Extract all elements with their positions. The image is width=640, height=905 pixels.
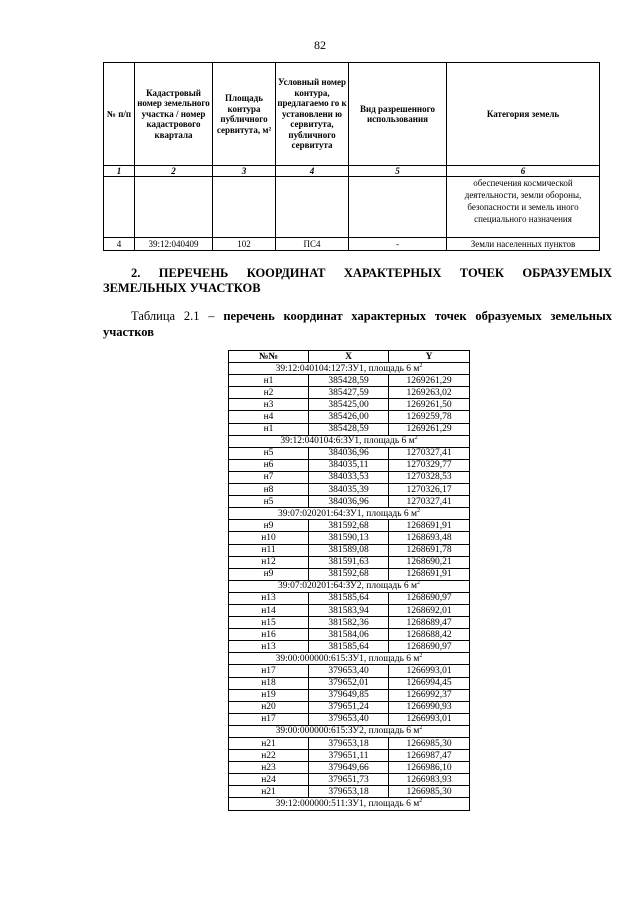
table-row bbox=[229, 532, 470, 544]
table-caption-title-line2: участков bbox=[103, 325, 154, 339]
column-number: 4 bbox=[276, 166, 349, 177]
point-name-cell: н19 bbox=[229, 689, 309, 701]
table-cell bbox=[104, 177, 135, 238]
parcel-title: 39:00:000000:615:ЗУ2, площадь 6 $м^2$ bbox=[229, 725, 470, 737]
table-row bbox=[229, 471, 470, 483]
table-row bbox=[229, 689, 470, 701]
page-number: 82 bbox=[314, 38, 326, 52]
parcel-title: 39:12:040104:6:ЗУ1, площадь 6 $м^2$ bbox=[229, 435, 470, 447]
parcel-group-row bbox=[229, 725, 470, 737]
x-coordinate-cell: 379649,66 bbox=[309, 762, 389, 774]
y-coordinate-cell: 1270327,41 bbox=[389, 496, 470, 508]
section-heading-line1: 2. ПЕРЕЧЕНЬ КООРДИНАТ ХАРАКТЕРНЫХ ТОЧЕК ОБРАЗУЕМЫХ bbox=[131, 266, 612, 280]
y-coordinate-cell: 1266985,30 bbox=[389, 738, 470, 750]
table-row bbox=[229, 411, 470, 423]
table-row bbox=[229, 641, 470, 653]
x-coordinate-cell: 379651,11 bbox=[309, 750, 389, 762]
x-coordinate-cell: 384036,96 bbox=[309, 496, 389, 508]
land-category-cell: Земли населенных пунктов bbox=[447, 238, 600, 251]
y-coordinate-cell: 1268691,78 bbox=[389, 544, 470, 556]
table-row bbox=[229, 677, 470, 689]
table-row bbox=[229, 750, 470, 762]
table-row bbox=[229, 762, 470, 774]
table-row bbox=[229, 604, 470, 616]
land-category-cell: обеспечения космической деятельности, земли обороны, безопасности и земель иного специального назначения bbox=[447, 177, 600, 238]
y-coordinate-cell: 1268690,21 bbox=[389, 556, 470, 568]
section-heading-line2: ЗЕМЕЛЬНЫХ УЧАСТКОВ bbox=[103, 281, 261, 295]
column-number: 2 bbox=[135, 166, 213, 177]
table-row bbox=[104, 238, 600, 251]
x-coordinate-cell: 385426,00 bbox=[309, 411, 389, 423]
x-coordinate-cell: 385428,59 bbox=[309, 423, 389, 435]
header-area: Площадь контура публичного сервитута, м² bbox=[213, 63, 276, 166]
parcel-title: 39:12:040104:127:ЗУ1, площадь 6 $м^2$ bbox=[229, 363, 470, 375]
x-coordinate-cell: 379653,40 bbox=[309, 713, 389, 725]
y-coordinate-cell: 1266994,45 bbox=[389, 677, 470, 689]
header-contour-number: Условный номер контура, предлагаемо го к установлени ю сервитута, публичного сервитута bbox=[276, 63, 349, 166]
y-coordinate-cell: 1266993,01 bbox=[389, 665, 470, 677]
y-coordinate-cell: 1270327,41 bbox=[389, 447, 470, 459]
parcel-title: 39:12:000000:511:ЗУ1, площадь 6 $м^2$ bbox=[229, 798, 470, 810]
table-row bbox=[229, 484, 470, 496]
point-name-cell: н1 bbox=[229, 423, 309, 435]
table-row bbox=[229, 665, 470, 677]
parcel-title: 39:07:020201:64:ЗУ2, площадь 6 $м^2$ bbox=[229, 580, 470, 592]
parcel-group-row bbox=[229, 508, 470, 520]
y-coordinate-cell: 1268688,42 bbox=[389, 629, 470, 641]
x-coordinate-cell: 379653,18 bbox=[309, 786, 389, 798]
header-y: Y bbox=[389, 351, 470, 363]
row-number-cell: 4 bbox=[104, 238, 135, 251]
table-row bbox=[229, 786, 470, 798]
y-coordinate-cell: 1266985,30 bbox=[389, 786, 470, 798]
table-caption-title: перечень координат характерных точек образуемых земельных bbox=[223, 309, 612, 323]
area-cell: 102 bbox=[213, 238, 276, 251]
x-coordinate-cell: 381585,64 bbox=[309, 592, 389, 604]
point-name-cell: н21 bbox=[229, 786, 309, 798]
table-row bbox=[229, 568, 470, 580]
table-row bbox=[229, 375, 470, 387]
point-name-cell: н12 bbox=[229, 556, 309, 568]
point-name-cell: н10 bbox=[229, 532, 309, 544]
x-coordinate-cell: 384035,39 bbox=[309, 484, 389, 496]
parcel-group-row bbox=[229, 653, 470, 665]
point-name-cell: н17 bbox=[229, 665, 309, 677]
column-number: 3 bbox=[213, 166, 276, 177]
y-coordinate-cell: 1268691,91 bbox=[389, 520, 470, 532]
y-coordinate-cell: 1266983,93 bbox=[389, 774, 470, 786]
table-row bbox=[229, 629, 470, 641]
x-coordinate-cell: 385428,59 bbox=[309, 375, 389, 387]
table-cell bbox=[349, 177, 447, 238]
table-row bbox=[229, 592, 470, 604]
y-coordinate-cell: 1266992,37 bbox=[389, 689, 470, 701]
parcel-group-row bbox=[229, 798, 470, 810]
y-coordinate-cell: 1269261,50 bbox=[389, 399, 470, 411]
y-coordinate-cell: 1266986,10 bbox=[389, 762, 470, 774]
point-name-cell: н23 bbox=[229, 762, 309, 774]
point-name-cell: н22 bbox=[229, 750, 309, 762]
coordinates-table-header bbox=[229, 351, 470, 363]
header-permitted-use: Вид разрешенного использования bbox=[349, 63, 447, 166]
point-name-cell: н20 bbox=[229, 701, 309, 713]
table-caption bbox=[103, 308, 612, 340]
table-cell bbox=[213, 177, 276, 238]
table-row bbox=[229, 423, 470, 435]
x-coordinate-cell: 379649,85 bbox=[309, 689, 389, 701]
y-coordinate-cell: 1269263,02 bbox=[389, 387, 470, 399]
table-cell bbox=[135, 177, 213, 238]
y-coordinate-cell: 1269259,78 bbox=[389, 411, 470, 423]
point-name-cell: н21 bbox=[229, 738, 309, 750]
x-coordinate-cell: 379653,40 bbox=[309, 665, 389, 677]
point-name-cell: н18 bbox=[229, 677, 309, 689]
column-number: 1 bbox=[104, 166, 135, 177]
x-coordinate-cell: 381589,08 bbox=[309, 544, 389, 556]
x-coordinate-cell: 381592,68 bbox=[309, 568, 389, 580]
column-number: 6 bbox=[447, 166, 600, 177]
parcel-group-row bbox=[229, 363, 470, 375]
x-coordinate-cell: 381590,13 bbox=[309, 532, 389, 544]
point-name-cell: н17 bbox=[229, 713, 309, 725]
table-row bbox=[229, 774, 470, 786]
x-coordinate-cell: 379651,73 bbox=[309, 774, 389, 786]
parcel-group-row bbox=[229, 435, 470, 447]
y-coordinate-cell: 1268693,48 bbox=[389, 532, 470, 544]
point-name-cell: н5 bbox=[229, 496, 309, 508]
x-coordinate-cell: 379651,24 bbox=[309, 701, 389, 713]
point-name-cell: н24 bbox=[229, 774, 309, 786]
header-land-category: Категория земель bbox=[447, 63, 600, 166]
x-coordinate-cell: 381583,94 bbox=[309, 604, 389, 616]
point-name-cell: н2 bbox=[229, 387, 309, 399]
point-name-cell: н14 bbox=[229, 604, 309, 616]
table-row bbox=[229, 459, 470, 471]
y-coordinate-cell: 1268692,01 bbox=[389, 604, 470, 616]
x-coordinate-cell: 384036,96 bbox=[309, 447, 389, 459]
y-coordinate-cell: 1268691,91 bbox=[389, 568, 470, 580]
header-number: № п/п bbox=[104, 63, 135, 166]
table-row bbox=[229, 399, 470, 411]
point-name-cell: н15 bbox=[229, 617, 309, 629]
y-coordinate-cell: 1268689,47 bbox=[389, 617, 470, 629]
column-number-row bbox=[104, 166, 600, 177]
y-coordinate-cell: 1266987,47 bbox=[389, 750, 470, 762]
y-coordinate-cell: 1270329,77 bbox=[389, 459, 470, 471]
table-row bbox=[229, 520, 470, 532]
header-point: №№ bbox=[229, 351, 309, 363]
x-coordinate-cell: 381584,06 bbox=[309, 629, 389, 641]
y-coordinate-cell: 1269261,29 bbox=[389, 423, 470, 435]
table-cell bbox=[276, 177, 349, 238]
table-row bbox=[229, 701, 470, 713]
table-caption-prefix: Таблица 2.1 – bbox=[131, 309, 224, 323]
header-x: X bbox=[309, 351, 389, 363]
table-row bbox=[229, 544, 470, 556]
y-coordinate-cell: 1269261,29 bbox=[389, 375, 470, 387]
x-coordinate-cell: 381591,63 bbox=[309, 556, 389, 568]
table-row bbox=[229, 617, 470, 629]
point-name-cell: н3 bbox=[229, 399, 309, 411]
point-name-cell: н9 bbox=[229, 520, 309, 532]
section-heading bbox=[103, 266, 612, 296]
servitude-table bbox=[103, 62, 600, 251]
y-coordinate-cell: 1270326,17 bbox=[389, 484, 470, 496]
x-coordinate-cell: 385427,59 bbox=[309, 387, 389, 399]
y-coordinate-cell: 1268690,97 bbox=[389, 592, 470, 604]
y-coordinate-cell: 1266990,93 bbox=[389, 701, 470, 713]
x-coordinate-cell: 385425,00 bbox=[309, 399, 389, 411]
x-coordinate-cell: 381592,68 bbox=[309, 520, 389, 532]
point-name-cell: н8 bbox=[229, 484, 309, 496]
contour-number-cell: ПС4 bbox=[276, 238, 349, 251]
table-row bbox=[229, 447, 470, 459]
coordinates-table bbox=[228, 350, 470, 811]
point-name-cell: н9 bbox=[229, 568, 309, 580]
parcel-title: 39:00:000000:615:ЗУ1, площадь 6 $м^2$ bbox=[229, 653, 470, 665]
point-name-cell: н6 bbox=[229, 459, 309, 471]
coordinates-table-body bbox=[229, 363, 470, 810]
point-name-cell: н1 bbox=[229, 375, 309, 387]
table-row bbox=[229, 387, 470, 399]
parcel-group-row bbox=[229, 580, 470, 592]
permitted-use-cell: - bbox=[349, 238, 447, 251]
y-coordinate-cell: 1268690,97 bbox=[389, 641, 470, 653]
x-coordinate-cell: 384033,53 bbox=[309, 471, 389, 483]
point-name-cell: н13 bbox=[229, 641, 309, 653]
x-coordinate-cell: 379652,01 bbox=[309, 677, 389, 689]
table-row bbox=[229, 713, 470, 725]
y-coordinate-cell: 1266993,01 bbox=[389, 713, 470, 725]
header-cadastral-number: Кадастровый номер земельного участка / номер кадастрового квартала bbox=[135, 63, 213, 166]
point-name-cell: н16 bbox=[229, 629, 309, 641]
point-name-cell: н13 bbox=[229, 592, 309, 604]
x-coordinate-cell: 381582,36 bbox=[309, 617, 389, 629]
table-row bbox=[229, 556, 470, 568]
point-name-cell: н4 bbox=[229, 411, 309, 423]
x-coordinate-cell: 379653,18 bbox=[309, 738, 389, 750]
table-row bbox=[229, 738, 470, 750]
y-coordinate-cell: 1270328,53 bbox=[389, 471, 470, 483]
parcel-title: 39:07:020201:64:ЗУ1, площадь 6 $м^2$ bbox=[229, 508, 470, 520]
continuation-row bbox=[104, 177, 600, 238]
table-caption-line1 bbox=[103, 308, 612, 324]
x-coordinate-cell: 381585,64 bbox=[309, 641, 389, 653]
table-row bbox=[229, 496, 470, 508]
point-name-cell: н11 bbox=[229, 544, 309, 556]
cadastral-number-cell: 39:12:040409 bbox=[135, 238, 213, 251]
point-name-cell: н5 bbox=[229, 447, 309, 459]
servitude-table-header bbox=[104, 63, 600, 166]
column-number: 5 bbox=[349, 166, 447, 177]
point-name-cell: н7 bbox=[229, 471, 309, 483]
x-coordinate-cell: 384035,11 bbox=[309, 459, 389, 471]
